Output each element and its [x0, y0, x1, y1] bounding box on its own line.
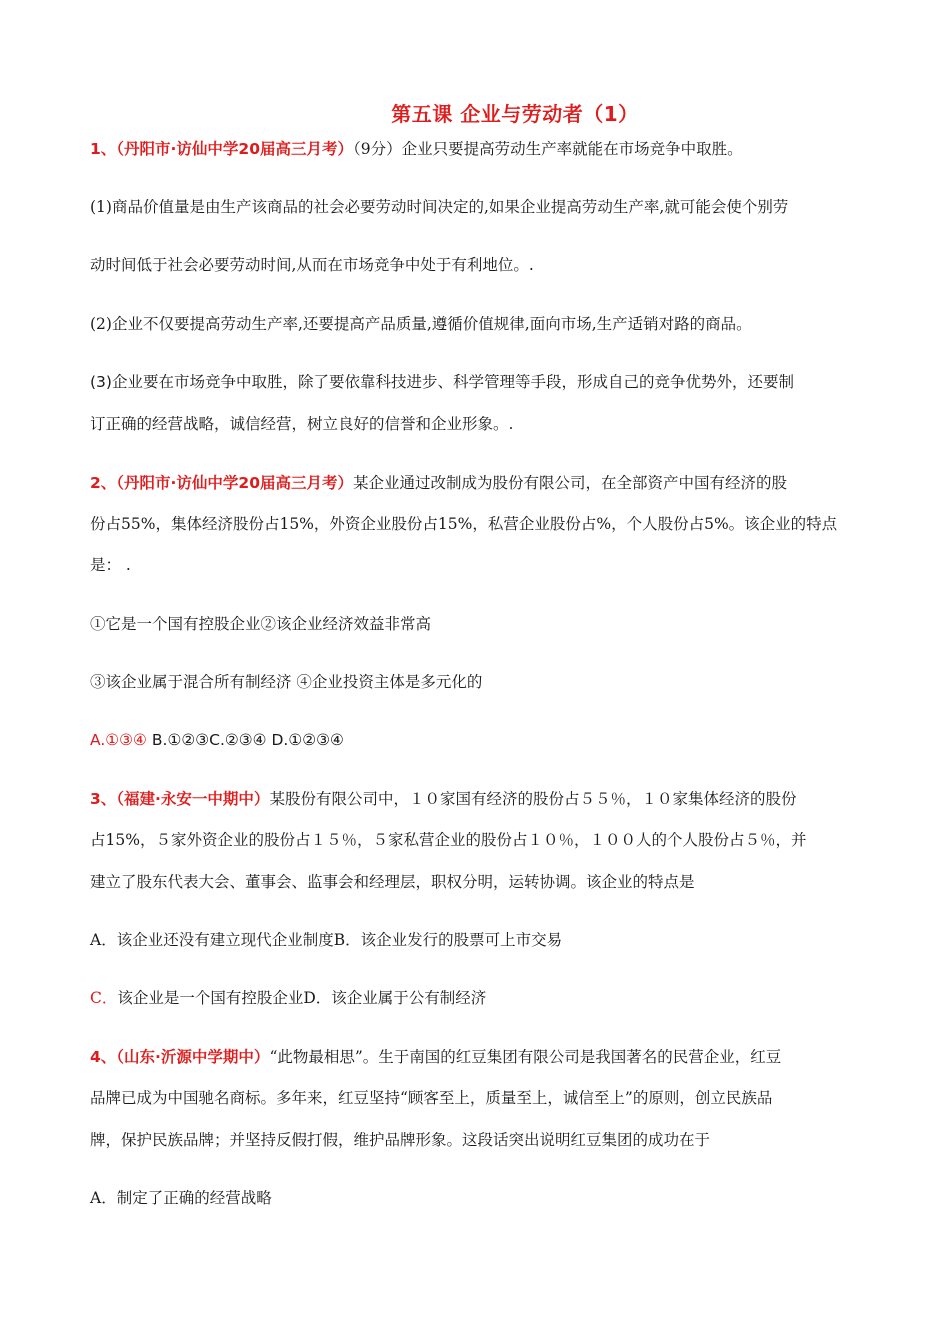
q4-header: [90, 1046, 870, 1068]
q1-source: （丹阳市·访仙中学20届高三月考）: [116, 140, 354, 158]
q2-other-options: B.①②③C.②③④ D.①②③④: [146, 731, 344, 749]
q3-stem-line-2: 占15%，５家外资企业的股份占１５％，５家私营企业的股份占１０％，１００人的个人股份占５％，并: [90, 831, 807, 849]
q2-options: [90, 729, 870, 751]
q3-header: [90, 788, 870, 810]
q1-answer-2: (2)企业不仅要提高劳动生产率,还要提高产品质量,遵循价值规律,面向市场,生产适销对路的商品。: [90, 315, 752, 333]
page-title: 第五课 企业与劳动者（1）: [391, 102, 639, 126]
q2-header: [90, 472, 870, 494]
q3-number: 3、: [90, 790, 117, 808]
q2-number: 2、: [90, 474, 117, 492]
q4-number: 4、: [90, 1048, 117, 1066]
q4-option-a: A．制定了正确的经营战略: [90, 1189, 272, 1207]
q3-options-cd: [90, 987, 870, 1009]
q1-stem: （9分）企业只要提高劳动生产率就能在市场竞争中取胜。: [353, 140, 743, 158]
q1-answer-1a: (1)商品价值量是由生产该商品的社会必要劳动时间决定的,如果企业提高劳动生产率,就可能会使个别劳: [90, 198, 789, 216]
q2-stem-line-3: 是： .: [90, 556, 131, 574]
q4-source: （山东·沂源中学期中）: [116, 1048, 270, 1066]
q4-stem-line-3: 牌，保护民族品牌；并坚持反假打假，维护品牌形象。这段话突出说明红豆集团的成功在于: [90, 1131, 711, 1149]
q3-stem-line-3: 建立了股东代表大会、董事会、监事会和经理层，职权分明，运转协调。该企业的特点是: [90, 873, 695, 891]
q1-answer-3b: 订正确的经营战略，诚信经营，树立良好的信誉和企业形象。.: [90, 415, 514, 433]
q2-answer: A.①③④: [90, 731, 147, 749]
q1-header: [90, 138, 870, 160]
q1-number: 1、: [90, 140, 117, 158]
q3-source: （福建·永安一中期中）: [116, 790, 270, 808]
q1-answer-3a: (3)企业要在市场竞争中取胜，除了要依靠科技进步、科学管理等手段，形成自己的竞争优势外，还要制: [90, 373, 794, 391]
q4-stem-line-2: 品牌已成为中国驰名商标。多年来，红豆坚持“顾客至上，质量至上，诚信至上”的原则，创立民族品: [90, 1089, 773, 1107]
q2-statements-2: ③该企业属于混合所有制经济 ④企业投资主体是多元化的: [90, 673, 483, 691]
q1-answer-1b: 动时间低于社会必要劳动时间,从而在市场竞争中处于有利地位。.: [90, 256, 534, 274]
q3-stem: 某股份有限公司中，１０家国有经济的股份占５５％，１０家集体经济的股份: [269, 790, 797, 808]
q3-options-ab: A．该企业还没有建立现代企业制度B．该企业发行的股票可上市交易: [90, 931, 563, 949]
q2-statements-1: ①它是一个国有控股企业②该企业经济效益非常高: [90, 615, 432, 633]
q4-stem: “此物最相思”。生于南国的红豆集团有限公司是我国著名的民营企业，红豆: [269, 1048, 782, 1066]
q3-options-cd-text: 该企业是一个国有控股企业D．该企业属于公有制经济: [117, 989, 487, 1007]
q2-stem: 某企业通过改制成为股份有限公司，在全部资产中国有经济的股: [353, 474, 788, 492]
q2-stem-line-2: 份占55%，集体经济股份占15%，外资企业股份占15%，私营企业股份占%，个人股份占5%。该企业的特点: [90, 515, 838, 533]
q2-source: （丹阳市·访仙中学20届高三月考）: [116, 474, 354, 492]
q3-answer: C．: [90, 989, 118, 1007]
